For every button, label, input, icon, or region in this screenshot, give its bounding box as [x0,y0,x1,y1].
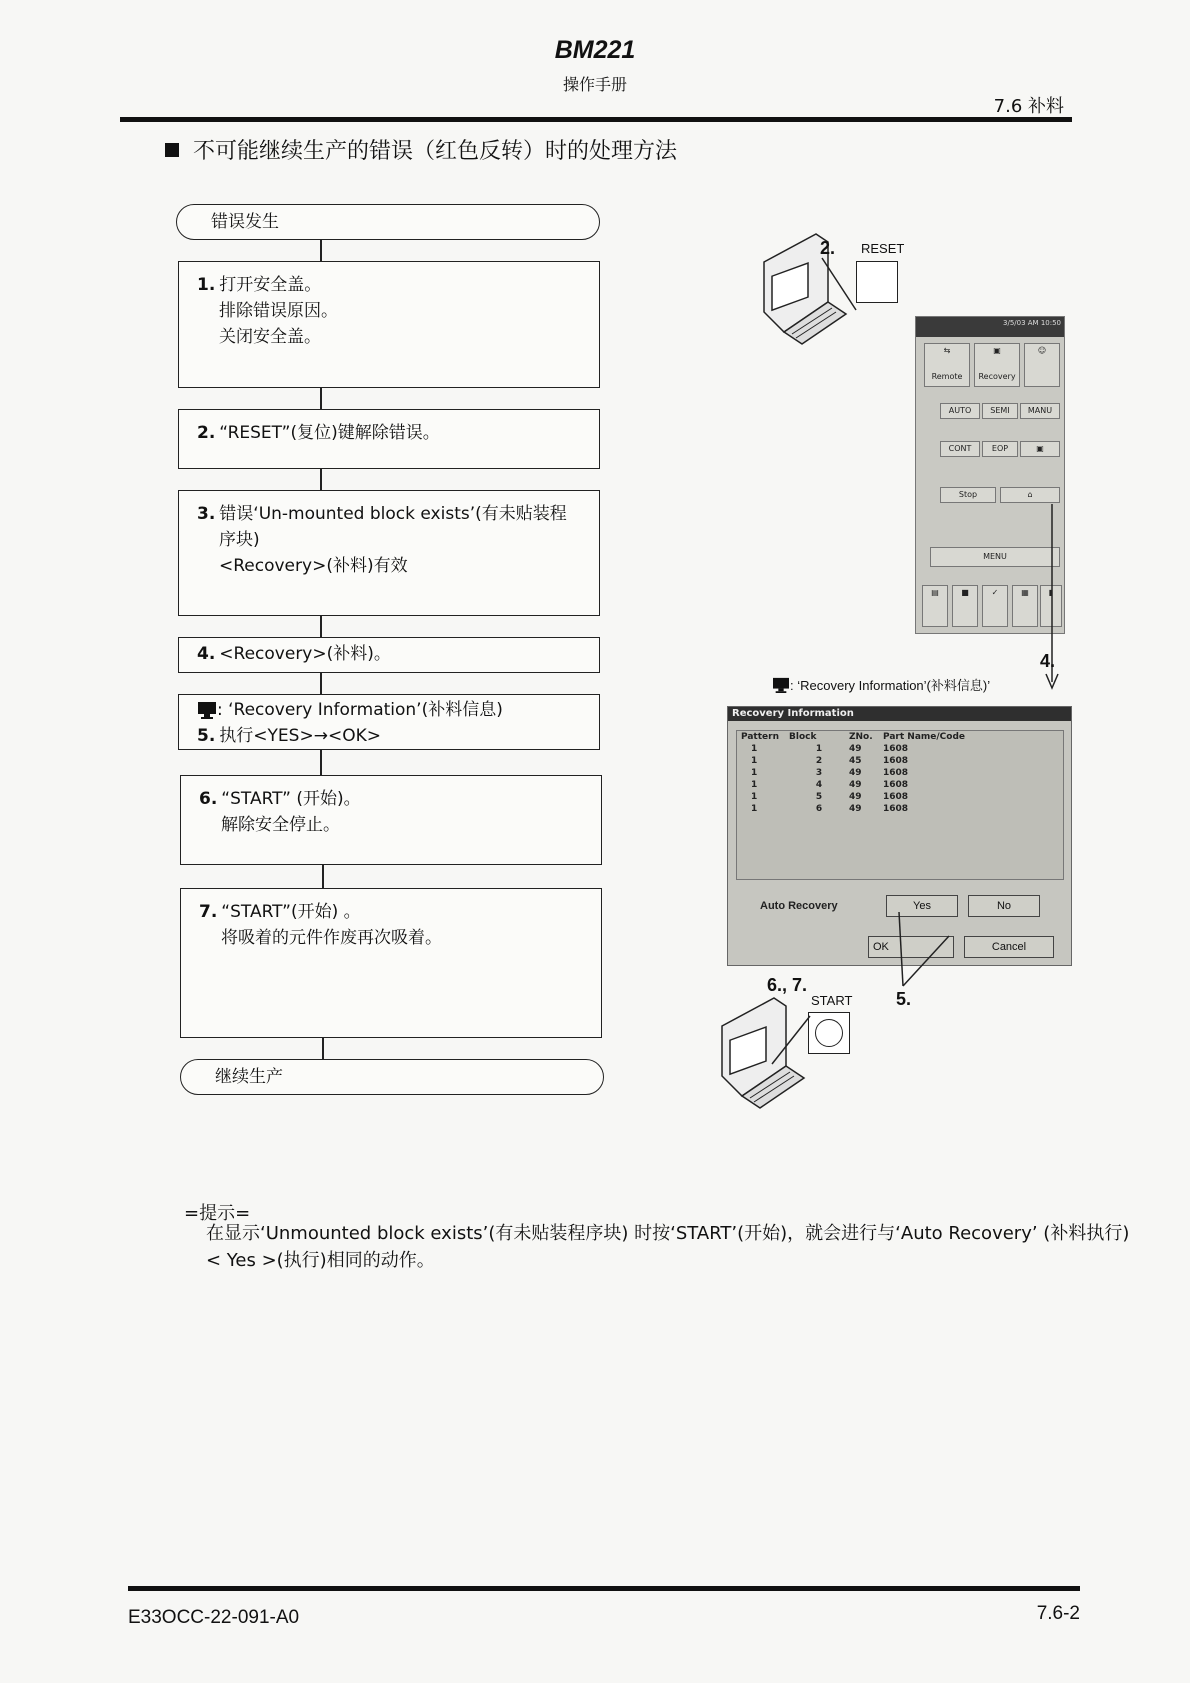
table-row [737,779,1003,791]
step-text: “RESET”(复位)键解除错误。 [219,423,440,443]
bullet-square-icon [165,143,179,157]
column-header: Part Name/Code [883,732,966,742]
table-cell: 49 [849,780,862,790]
reset-label: RESET [861,241,905,256]
pointer-line [820,254,870,314]
flow-step-4 [178,637,600,673]
dialog-title: Recovery Information [728,707,1071,721]
manu-button[interactable]: MANU [1020,403,1060,419]
step-text: 将吸着的元件作废再次吸着。 [221,928,442,948]
table-cell: 4 [815,780,823,790]
step-text: : ‘Recovery Information’(补料信息) [217,700,503,720]
flow-connector [320,673,322,695]
flow-connector [322,1038,324,1060]
table-cell: 49 [849,744,862,754]
auto-button[interactable]: AUTO [940,403,980,419]
step-text: 关闭安全盖。 [219,327,321,347]
recovery-panel-button[interactable]: ▣ Recovery [974,343,1020,387]
panel-button[interactable]: ▣ [1020,441,1060,457]
table-row [737,767,1003,779]
auto-recovery-label: Auto Recovery [760,900,838,912]
tool-icon[interactable]: ▤ [922,585,948,627]
hint-title: =提示= [184,1203,251,1224]
table-cell: 2 [815,756,823,766]
recovery-label: Recovery [978,372,1016,381]
recovery-table [736,730,1064,880]
callout-2: 2. [820,238,836,258]
step-number: 7. [199,902,218,922]
monitor-icon [772,677,790,693]
step-number: 6. [199,789,218,809]
tool-icon[interactable]: ■ [952,585,978,627]
section-label: 7.6 补料 [993,96,1064,117]
step-text: 错误‘Un-mounted block exists’(有未贴装程 [219,504,567,524]
section-heading-text: 不可能继续生产的错误（红色反转）时的处理方法 [193,139,678,164]
flow-end [180,1059,604,1095]
no-button[interactable]: No [968,895,1040,917]
start-label: START [811,993,853,1008]
tool-icon[interactable]: ▮ [1040,585,1062,627]
flow-connector [320,240,322,262]
panel-clock: 3/5/03 AM 10:50 [916,317,1064,337]
pointer-line [770,1008,820,1068]
document-code: E33OCC-22-091-A0 [128,1607,300,1628]
flow-connector [320,469,322,491]
flow-step-3 [178,490,600,616]
eop-button[interactable]: EOP [982,441,1018,457]
monitor-icon [197,701,217,719]
flow-connector [320,616,322,638]
section-heading [165,134,677,165]
flow-step-1 [178,261,600,388]
menu-button[interactable]: MENU [930,547,1060,567]
cont-button[interactable]: CONT [940,441,980,457]
column-header: ZNo. [849,732,873,742]
flow-step-5 [178,694,600,750]
table-cell: 1608 [883,780,909,790]
remote-label: Remote [931,372,963,381]
table-row [737,803,1003,815]
semi-button[interactable]: SEMI [982,403,1018,419]
step-number: 4. [197,644,216,664]
table-cell: 5 [815,792,823,802]
hint-body: 在显示‘Unmounted block exists’(有未贴装程序块) 时按‘START’(开始)，就会进行与‘Auto Recovery’ (补料执行)< Yes >(执行)相同的动作。 [206,1223,1130,1271]
table-cell: 1 [751,768,758,778]
step-text: 执行<YES>→<OK> [219,726,381,746]
callout-6-7: 6., 7. [767,975,808,995]
flow-step-7 [180,888,602,1038]
table-cell: 1608 [883,804,909,814]
stop-button[interactable]: Stop [940,487,996,503]
callout-5: 5. [896,989,912,1009]
flow-start-label: 错误发生 [211,212,279,232]
table-cell: 1 [815,744,823,754]
operator-icon: ☺ [1024,343,1060,387]
table-row [737,743,1003,755]
table-cell: 1 [751,756,758,766]
document-subtitle: 操作手册 [562,75,627,94]
table-cell: 6 [815,804,823,814]
table-cell: 49 [849,768,862,778]
table-row [737,791,1003,803]
info-caption-text: : ‘Recovery Information’(补料信息)’ [790,678,991,693]
flow-step-2 [178,409,600,469]
remote-button[interactable]: ⇆ Remote [924,343,970,387]
table-cell: 49 [849,792,862,802]
tool-icon[interactable]: ✓ [982,585,1008,627]
table-cell: 45 [849,756,862,766]
cancel-button[interactable]: Cancel [964,936,1054,958]
document-title: BM221 [554,36,636,64]
table-cell: 1608 [883,792,909,802]
step-number: 5. [197,726,216,746]
column-header: Pattern [741,732,779,742]
step-text: 解除安全停止。 [221,815,340,835]
callout-4: 4. [1040,651,1056,671]
flow-connector [320,750,322,776]
table-cell: 1608 [883,756,909,766]
table-cell: 1 [751,780,758,790]
step-text: “START”(开始) 。 [221,902,361,922]
flow-start [176,204,600,240]
flow-connector [320,388,322,410]
column-header: Block [789,732,817,742]
info-caption [772,675,990,694]
table-cell: 1 [751,804,758,814]
flow-connector [322,865,324,889]
ok-button[interactable]: OK [868,936,954,958]
flow-step-6 [180,775,602,865]
tool-icon[interactable]: ▦ [1012,585,1038,627]
table-row [737,755,1003,767]
callout-5-lines [895,910,955,990]
yes-button[interactable]: Yes [886,895,958,917]
step-text: <Recovery>(补料)。 [219,644,391,664]
footer-rule [128,1586,1080,1591]
table-cell: 1 [751,792,758,802]
step-number: 2. [197,423,216,443]
flow-end-label: 继续生产 [215,1067,283,1087]
step-text: “START” (开始)。 [221,789,361,809]
page-number: 7.6-2 [1036,1603,1080,1624]
table-cell: 1608 [883,744,909,754]
table-header-row [737,731,1003,743]
step-text: 打开安全盖。 [219,275,322,295]
table-cell: 3 [815,768,823,778]
step-text: 序块) [219,530,260,550]
table-cell: 49 [849,804,862,814]
header-rule [120,117,1072,122]
table-cell: 1608 [883,768,909,778]
step-number: 1. [197,275,216,295]
step-number: 3. [197,504,216,524]
step-text: <Recovery>(补料)有效 [219,556,408,576]
recovery-small-button[interactable]: ⌂ [1000,487,1060,503]
step-text: 排除错误原因。 [219,301,338,321]
table-cell: 1 [751,744,758,754]
